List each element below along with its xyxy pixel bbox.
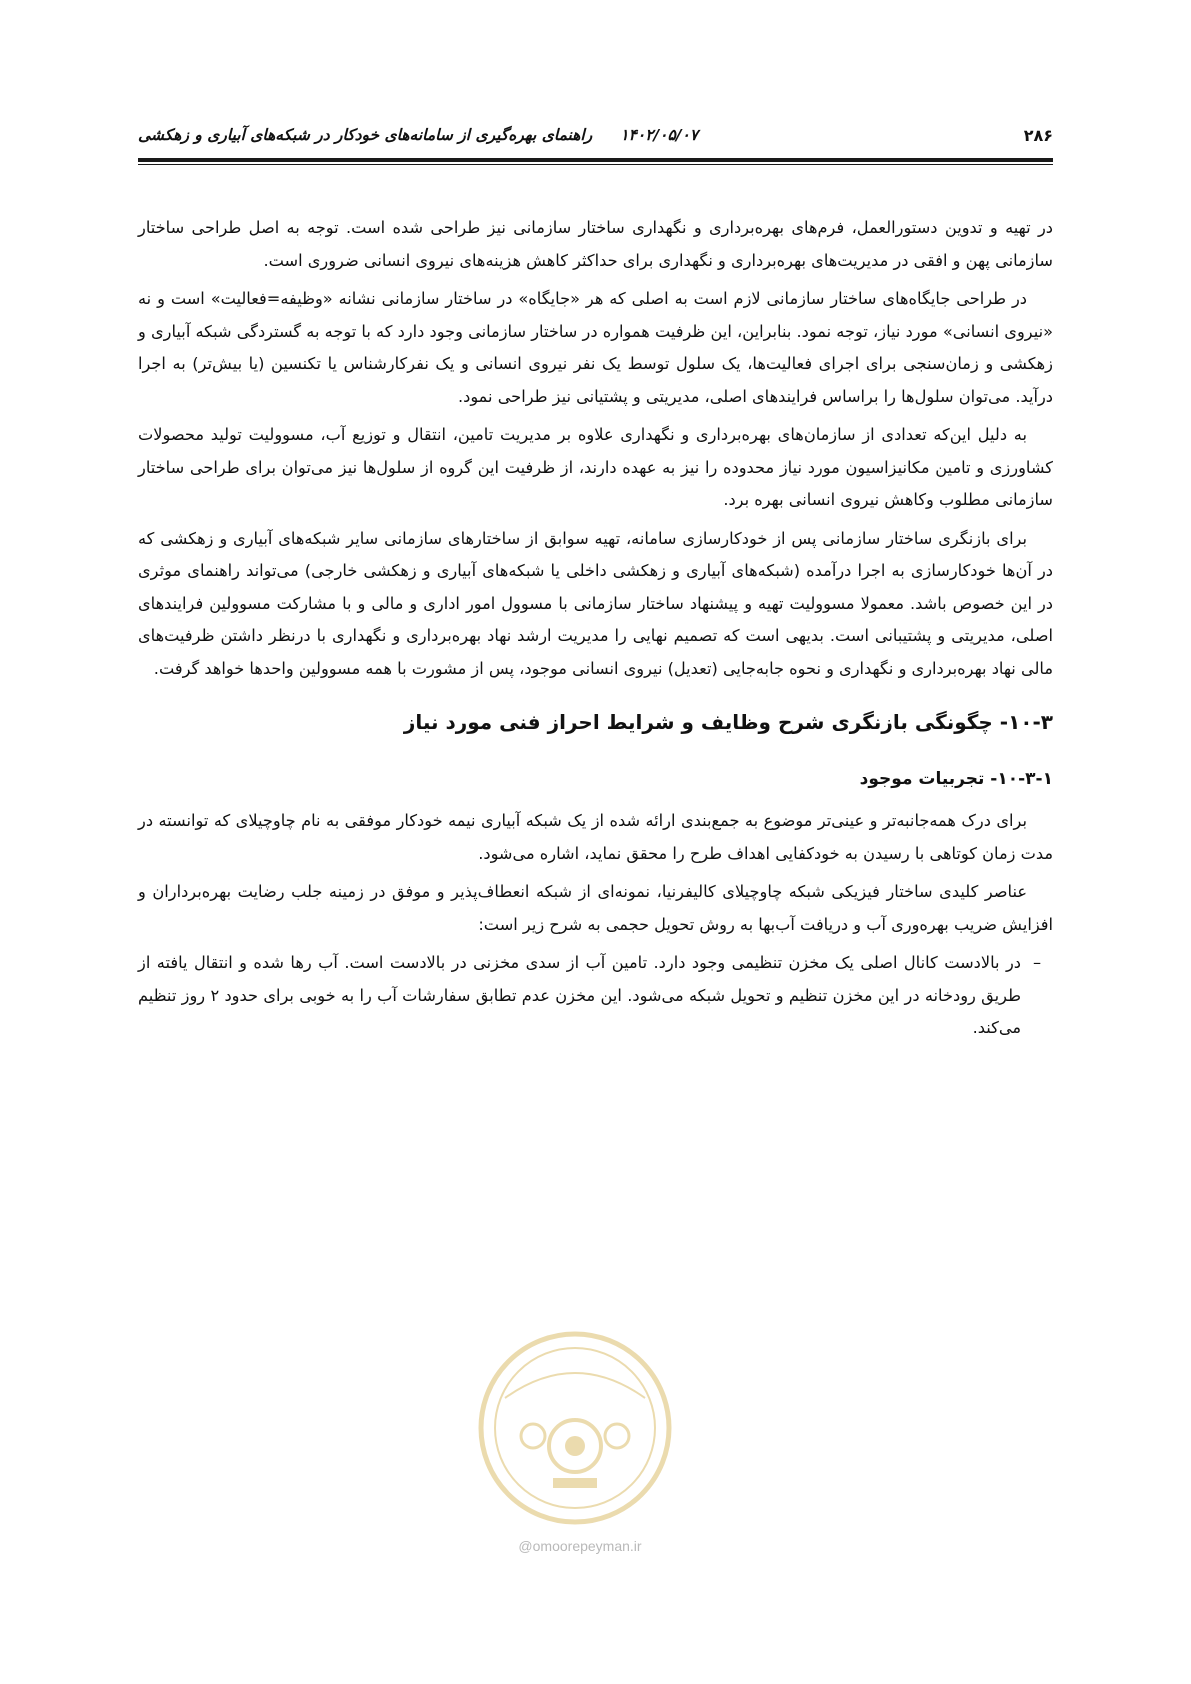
body-paragraph: برای درک همه‌جانبه‌تر و عینی‌تر موضوع به جمع‌بندی ارائه شده از یک شبکه آبیاری نیمه خودکار موفقی به نام چاوچیلای که توانسته در مدت زمان کوتاهی با رسیدن به خودکفایی اهداف طرح را محقق نماید، اشاره می‌شود. (138, 811, 1053, 863)
header-rule (138, 158, 1053, 165)
watermark-site: @omoorepeyman.ir (518, 1538, 642, 1554)
page-number: ۲۸۶ (1023, 125, 1053, 145)
header-date: ۱۴۰۲/۰۵/۰۷ (620, 126, 699, 144)
body-paragraph: در طراحی جایگاه‌های ساختار سازمانی لازم است به اصلی که هر «جایگاه» در ساختار سازمانی نشانه «وظیفه=فعالیت» است و نه «نیروی انسانی» مورد نیاز، توجه نمود. بنابراین، این ظرفیت همواره در ساختار سازمانی وجود دارد که با توجه به گستردگی شبکه آبیاری و زهکشی و زمان‌سنجی برای اجرای فعالیت‌ها، یک سلول توسط یک نفر نیروی انسانی و یک نفرکارشناس یا تکنسین (یا بیش‌تر) به اجرا درآید. می‌توان سلول‌ها را براساس فرایندهای اصلی، مدیریتی و پشتیانی نیز طراحی نمود. (138, 289, 1053, 406)
bullet-item (138, 947, 1053, 1045)
page-header (138, 118, 1053, 152)
body-paragraph: به دلیل این‌که تعدادی از سازمان‌های بهره‌برداری و نگهداری علاوه بر مدیریت تامین، انتقال و توزیع آب، مسوولیت تولید محصولات کشاورزی و تامین مکانیزاسیون مورد نیاز محدوده را نیز به عهده دارند، از ظرفیت این گروه از سلول‌ها نیز می‌توان برای طراحی ساختار سازمانی مطلوب وکاهش نیروی انسانی بهره برد. (138, 425, 1053, 509)
section-heading: ۱۰-۳- چگونگی بازنگری شرح وظایف و شرایط احراز فنی مورد نیاز (403, 710, 1053, 734)
body-paragraph: در تهیه و تدوین دستورالعمل، فرم‌های بهره‌برداری و نگهداری ساختار سازمانی نیز طراحی شده است. توجه به اصل طراحی ساختار سازمانی پهن و افقی در مدیریت‌های بهره‌برداری و نگهداری برای حداکثر کاهش هزینه‌های نیروی انسانی ضروری است. (138, 218, 1053, 270)
body-paragraph: برای بازنگری ساختار سازمانی پس از خودکارسازی سامانه، تهیه سوابق از ساختارهای سازمانی سایر شبکه‌های آبیاری و زهکشی که در آن‌ها خودکارسازی به اجرا درآمده (شبکه‌های آبیاری و زهکشی داخلی یا شبکه‌های آبیاری و زهکشی خارجی) می‌تواند راهنمای موثری در این خصوص باشد. معمولا مسوولیت تهیه و پیشنهاد ساختار سازمانی با مسوول امور اداری و مالی و با مشارکت مسوولین فرایندهای اصلی، مدیریتی و پشتیبانی است. بدیهی است که تصمیم نهایی را مدیریت ارشد نهاد بهره‌برداری و نگهداری با درنظر داشتن ظرفیت‌های مالی نهاد بهره‌برداری و نگهداری و نحوه جابه‌جایی (تعدیل) نیروی انسانی موجود، پس از مشورت با همه مسوولین واحدها خواهد گرفت. (138, 528, 1053, 678)
bullet-text: در بالادست کانال اصلی یک مخزن تنظیمی وجود دارد. تامین آب از سدی مخزنی در بالادست است. آب رها شده و انتقال یافته از طریق رودخانه در این مخزن تنظیم و تحویل شبکه می‌شود. این مخزن عدم تطابق سفارشات آب را به خوبی برای حدود ۲ روز تنظیم می‌کند. (138, 953, 1021, 1037)
seal-icon (475, 1328, 675, 1528)
subsection-heading: ۱۰-۳-۱- تجربیات موجود (859, 769, 1053, 789)
watermark-seal (475, 1328, 675, 1528)
header-title: راهنمای بهره‌گیری از سامانه‌های خودکار در شبکه‌های آبیاری و زهکشی (138, 126, 593, 144)
body-paragraph: عناصر کلیدی ساختار فیزیکی شبکه چاوچیلای کالیفرنیا، نمونه‌ای از شبکه انعطاف‌پذیر و موفق در زمینه جلب رضایت بهره‌برداران و افزایش ضریب بهره‌وری آب و دریافت آب‌بها به روش تحویل حجمی به شرح زیر است: (138, 882, 1053, 934)
bullet-dash: – (1032, 953, 1042, 972)
page-body (138, 212, 1053, 1045)
